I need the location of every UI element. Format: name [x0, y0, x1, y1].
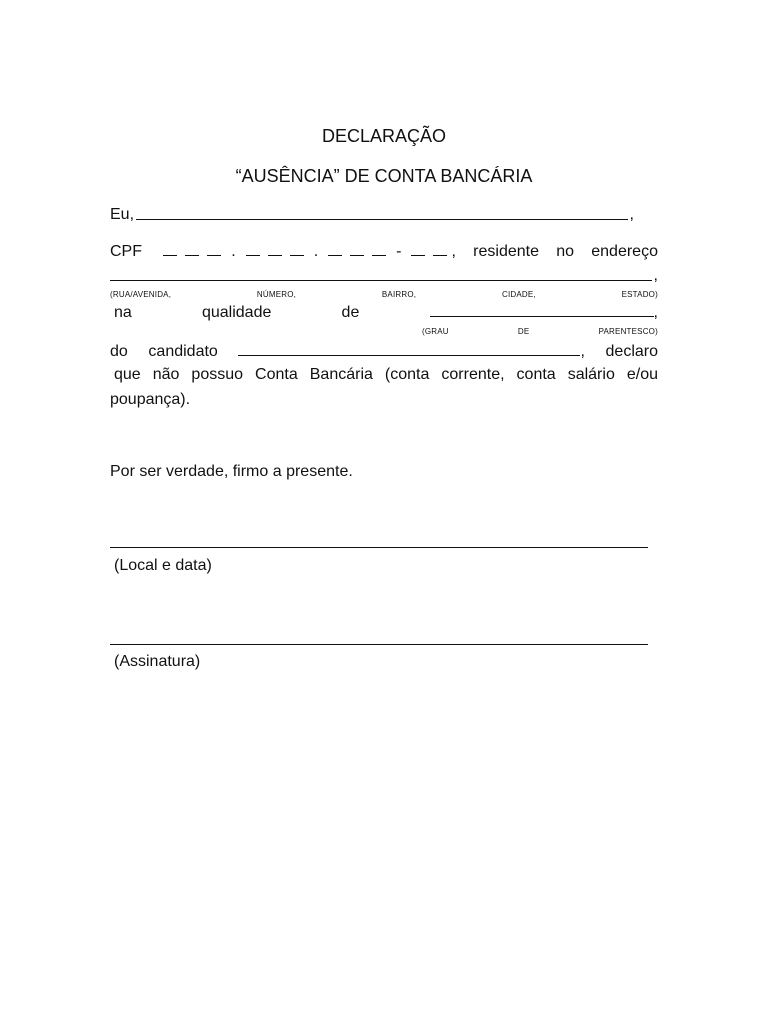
candidato-blank[interactable] [238, 354, 580, 356]
de-word: de [341, 304, 360, 321]
address-label-bairro: BAIRRO, [381, 290, 417, 299]
address-field-labels [110, 290, 658, 299]
declaration-line-1 [110, 366, 658, 384]
document-subtitle: “AUSÊNCIA” DE CONTA BANCÁRIA [235, 166, 533, 186]
address-label-rua: (RUA/AVENIDA, [110, 290, 172, 299]
address-blank[interactable] [110, 279, 652, 281]
qualidade-word: qualidade [201, 304, 272, 321]
closing-text: Por ser verdade, firmo a presente. [110, 463, 353, 480]
grau-label-3: PARENTESCO) [598, 327, 658, 336]
name-line [110, 206, 634, 224]
grau-field-labels [422, 327, 658, 336]
residente-word: residente [473, 243, 539, 260]
address-label-numero: NÚMERO, [256, 290, 297, 299]
grau-blank[interactable] [430, 315, 654, 317]
cpf-blanks[interactable]: . . - , [159, 243, 456, 261]
signature-caption: (Assinatura) [114, 653, 201, 670]
local-date-signature-line[interactable] [110, 547, 648, 548]
endereco-word: endereço [591, 243, 658, 260]
qualidade-line: na qualidade de , [114, 304, 658, 321]
declaration-text-2: poupança). [110, 391, 191, 408]
eu-label: Eu, [110, 206, 135, 223]
declaration-text-1: que não possuo Conta Bancária (conta corrente, conta salário e/ou [114, 366, 658, 383]
na-word: na [114, 304, 132, 321]
grau-label-2: DE [517, 327, 530, 336]
declaro-word: declaro [605, 343, 658, 360]
do-word: do [110, 343, 128, 360]
grau-label-1: (GRAU [422, 327, 449, 336]
document-title: DECLARAÇÃO [321, 126, 447, 146]
name-blank[interactable] [136, 218, 628, 220]
cpf-label: CPF [110, 243, 142, 260]
local-date-caption: (Local e data) [114, 557, 212, 574]
candidato-line: do candidato , declaro [110, 343, 658, 360]
address-label-estado: ESTADO) [621, 290, 658, 299]
name-comma: , [629, 206, 634, 223]
address-line: , [110, 267, 658, 285]
candidato-word: candidato [148, 343, 218, 360]
no-word: no [556, 243, 575, 260]
address-label-cidade: CIDADE, [501, 290, 536, 299]
cpf-line [110, 243, 658, 261]
signature-line[interactable] [110, 644, 648, 645]
